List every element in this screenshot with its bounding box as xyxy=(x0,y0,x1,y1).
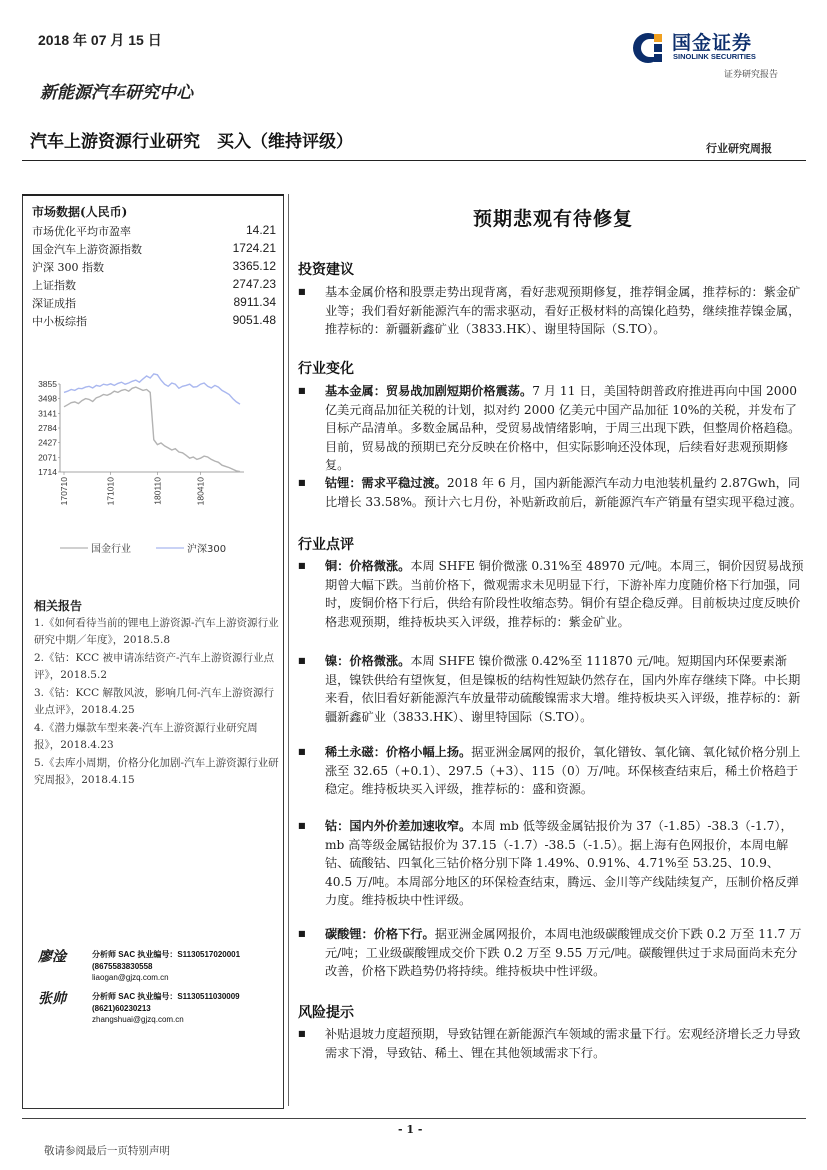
paragraph-body: 本周 SHFE 铜价微涨 0.31%至 48970 元/吨。本周三，铜价因贸易战预期曾大幅下跌。当前价格下，微观需求未见明显下行，下游补库力度随价格下行加强，同时，废铜价格下行后，供给有阶段性收缩态势。铜价有望企稳反弹。目前板块过度反映价格悲观预期，维持板块买入评级，推荐标的：紫金矿业。 xyxy=(325,559,804,629)
report-type: 行业研究周报 xyxy=(706,142,772,155)
page-number: - 1 - xyxy=(398,1123,423,1136)
related-report-item: 5.《去库小周期，价格分化加剧-汽车上游资源行业研究周报》，2018.4.15 xyxy=(34,757,279,786)
chart-legend-label: 国金行业 xyxy=(91,544,131,555)
sinolink-logo-icon xyxy=(630,28,668,68)
market-row-label: 深证成指 xyxy=(32,297,76,310)
analyst-email: liaogan@gjzq.com.cn xyxy=(92,973,169,982)
bullet-square-icon: ■ xyxy=(298,821,306,830)
index-line-chart xyxy=(24,366,264,566)
paragraph-text: 基本金属价格和股票走势出现背离，看好悲观预期修复，推荐铜金属，推荐标的：紫金矿业等；我们看好新能源汽车的需求驱动，看好正极材料的高镍化趋势，继续推荐镍金属，推荐标的：新疆新鑫矿业（3833.HK）、谢里特国际（S.TO）。 xyxy=(325,285,801,336)
analyst-info xyxy=(92,949,240,984)
bullet-square-icon: ■ xyxy=(298,656,306,665)
bullet-square-icon: ■ xyxy=(298,747,306,756)
chart-y-tick-label: 3855 xyxy=(38,379,57,389)
section-heading: 行业变化 xyxy=(298,361,354,377)
chart-y-tick-label: 2071 xyxy=(38,452,57,463)
bullet-square-icon: ■ xyxy=(298,929,306,938)
report-title: 汽车上游资源行业研究 买入（维持评级） xyxy=(30,132,353,152)
market-data-title: 市场数据(人民币) xyxy=(32,205,128,219)
sidebar-top-rule xyxy=(22,194,284,196)
related-report-item: 3.《钴：KCC 解散风波，影响几何-汽车上游资源行业点评》，2018.4.25 xyxy=(34,687,275,716)
chart-y-tick-label: 1714 xyxy=(38,467,57,477)
analyst-cert: 分析师 SAC 执业编号：S1130511030009 xyxy=(92,992,240,1001)
paragraph-body: 据亚洲金属网的报价，氧化镨钕、氧化镝、氧化铽价格分别上涨至 32.65（+0.1）、297.5（+3）、115（0）万/吨。环保核查结束后，稀土价格趋于稳定。维持板块买入评级，推荐标的：盛和资源。 xyxy=(325,745,801,796)
market-row xyxy=(32,223,276,241)
disclaimer-note: 敬请参阅最后一页特别声明 xyxy=(44,1145,170,1157)
report-date: 2018 年 07 月 15 日 xyxy=(38,32,162,48)
market-row-label: 沪深 300 指数 xyxy=(32,261,104,274)
market-row-label: 中小板综指 xyxy=(32,315,87,328)
paragraph-body: 本周 mb 低等级金属钴报价为 37（-1.85）-38.3（-1.7），mb 高等级金属钴报价为 37.15（-1.7）-38.5（-1.5）。据上海有色网报价，本周电解钴、硫酸钴、四氧化三钴价格分别下降 1.49%、0.91%、4.71%至 53.25、10.9、40.5 万/吨。本周部分地区的环保检查结束，腾远、金川等产线陆续复产，压制价格反弹力度。维持板块中性评级。 xyxy=(325,819,799,907)
paragraph-lead: 铜：价格微涨。 xyxy=(325,559,411,573)
market-row-value: 1724.21 xyxy=(232,241,276,255)
analyst-phone: (8675583830558 xyxy=(92,961,153,971)
footer-divider xyxy=(22,1118,806,1119)
market-row xyxy=(32,259,276,277)
chart-y-tick-label: 3498 xyxy=(38,393,57,404)
logo-tagline: 证券研究报告 xyxy=(724,70,779,80)
market-row xyxy=(32,313,276,331)
chart-y-tick-label: 2427 xyxy=(38,437,57,448)
market-row-value: 2747.23 xyxy=(232,277,276,291)
chart-y-tick-label: 2784 xyxy=(38,423,57,434)
paragraph-lead: 稀土永磁：价格小幅上扬。 xyxy=(325,745,472,759)
chart-series-line xyxy=(64,387,240,472)
paragraph-lead: 基本金属：贸易战加剧短期价格震荡。 xyxy=(325,384,533,398)
market-row-value: 8911.34 xyxy=(233,295,276,309)
related-reports-title: 相关报告 xyxy=(34,599,83,613)
paragraph-text xyxy=(325,474,806,511)
analyst-info xyxy=(92,991,240,1026)
paragraph-body: 2018 年 6 月，国内新能源汽车动力电池装机量约 2.87Gwh，同比增长 33.58%。预计六七月份，补贴新政前后，新能源汽车产销量有望实现平稳过渡。 xyxy=(325,476,802,509)
chart-x-tick-label: 171010 xyxy=(105,477,116,506)
analyst-name: 廖淦 xyxy=(38,949,66,965)
header-divider xyxy=(22,160,806,161)
market-row-label: 市场优化平均市盈率 xyxy=(32,225,131,238)
section-heading: 投资建议 xyxy=(298,262,354,278)
paragraph-text xyxy=(325,652,806,726)
section-heading: 风险提示 xyxy=(298,1005,354,1021)
paragraph-lead: 钴锂：需求平稳过渡。 xyxy=(325,476,447,490)
market-row-label: 上证指数 xyxy=(32,279,76,292)
paragraph-lead: 钴：国内外价差加速收窄。 xyxy=(325,819,472,833)
paragraph-text xyxy=(325,557,806,631)
chart-legend-label: 沪深300 xyxy=(187,544,227,555)
market-row xyxy=(32,277,276,295)
bullet-square-icon: ■ xyxy=(298,1029,306,1038)
chart-x-tick-label: 170710 xyxy=(59,477,69,506)
chart-y-tick-label: 3141 xyxy=(38,408,57,419)
column-divider xyxy=(288,194,289,1106)
related-report-item: 1.《如何看待当前的锂电上游资源-汽车上游资源行业研究中期／年度》，2018.5.8 xyxy=(34,617,279,646)
paragraph-text xyxy=(325,925,806,981)
chart-x-tick-label: 180110 xyxy=(152,477,163,505)
analyst-cert: 分析师 SAC 执业编号：S1130517020001 xyxy=(92,950,241,959)
paragraph-text xyxy=(325,817,806,910)
paragraph-text xyxy=(325,382,806,475)
bullet-square-icon: ■ xyxy=(298,386,306,395)
bullet-square-icon: ■ xyxy=(298,561,306,570)
chart-x-tick-label: 180410 xyxy=(195,477,206,506)
bullet-square-icon: ■ xyxy=(298,478,306,487)
logo-english-name: SINOLINK SECURITIES xyxy=(673,52,756,61)
market-row-value: 3365.12 xyxy=(232,259,276,273)
paragraph-body: 7 月 11 日，美国特朗普政府推进再向中国 2000 亿美元商品加征关税的计划，拟对约 2000 亿美元中国产品加征 10%的关税，并发布了目标产品清单。多数金属品种，受贸易战情绪影响，于周三出现下跌，但整周价格趋稳。目前，贸易战的预期已充分反映在价格中，但实际影响还没体现，后续看好悲观预期修复。 xyxy=(325,384,801,472)
market-row-value: 14.21 xyxy=(245,223,276,237)
analyst-phone: (8621)60230213 xyxy=(92,1003,151,1013)
paragraph-text xyxy=(325,743,806,799)
section-heading: 行业点评 xyxy=(298,537,354,553)
paragraph-text: 补贴退坡力度超预期，导致钴锂在新能源汽车领域的需求量下行。宏观经济增长乏力导致需求下滑，导致钴、稀土、锂在其他领域需求下行。 xyxy=(325,1027,801,1060)
research-center-name: 新能源汽车研究中心 xyxy=(40,83,193,103)
logo-name: 国金证券 xyxy=(672,32,753,54)
market-row-label: 国金汽车上游资源指数 xyxy=(32,243,142,256)
analyst-name: 张帅 xyxy=(38,991,66,1007)
market-row xyxy=(32,295,276,313)
related-report-item: 2.《钴：KCC 被申请冻结资产-汽车上游资源行业点评》，2018.5.2 xyxy=(34,652,275,681)
market-row xyxy=(32,241,276,259)
bullet-square-icon: ■ xyxy=(298,287,306,296)
paragraph-body: 本周 SHFE 镍价微涨 0.42%至 111870 元/吨。短期国内环保要素渐退，镍铁供给有望恢复，但是镍板的结构性短缺仍然存在，国内外库存继续下降。中长期来看，依旧看好新能源汽车放量带动硫酸镍需求大增。维持板块买入评级，推荐标的：新疆新鑫矿业（3833.HK）、谢里特国际（S.TO）。 xyxy=(325,654,801,724)
paragraph-lead: 碳酸锂：价格下行。 xyxy=(325,927,435,941)
paragraph-body: 据亚洲金属网报价，本周电池级碳酸锂成交价下跌 0.2 万至 11.7 万元/吨；工业级碳酸锂成交价下跌 0.2 万至 9.55 万元/吨。碳酸锂供过于求局面尚未充分改善，价格下跌趋势仍将持续。维持板块中性评级。 xyxy=(325,927,802,978)
market-row-value: 9051.48 xyxy=(232,313,276,327)
main-title: 预期悲观有待修复 xyxy=(472,208,633,230)
analyst-email: zhangshuai@gjzq.com.cn xyxy=(92,1015,184,1024)
related-report-item: 4.《潜力爆款车型来袭-汽车上游资源行业研究周报》，2018.4.23 xyxy=(34,722,258,751)
paragraph-lead: 镍：价格微涨。 xyxy=(325,654,411,668)
